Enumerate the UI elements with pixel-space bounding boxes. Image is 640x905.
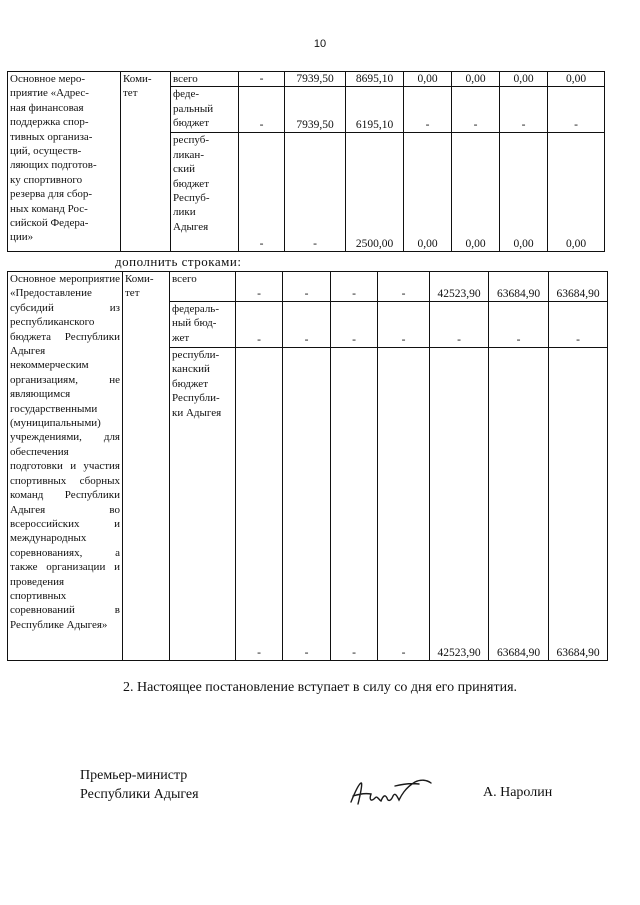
- value-cell: -: [283, 272, 331, 302]
- value-cell: -: [548, 87, 605, 133]
- value-cell: -: [236, 302, 283, 348]
- value-cell: -: [283, 348, 331, 661]
- signatory-name: А. Наролин: [483, 785, 553, 800]
- value-cell: -: [378, 302, 430, 348]
- value-cell: -: [239, 87, 285, 133]
- value-cell: 42523,90: [430, 272, 489, 302]
- activity-name-cell: [8, 272, 123, 661]
- signatory-title: [80, 766, 199, 804]
- value-cell: 0,00: [500, 133, 548, 252]
- program-table-added: [7, 271, 608, 661]
- executor: Коми- тет: [125, 273, 154, 300]
- funding-source: респуб- ликан- ский бюджет Респуб- лики Адыгея: [171, 133, 239, 252]
- executor-cell: [121, 72, 171, 252]
- value-cell: -: [285, 133, 346, 252]
- value-cell: 63684,90: [489, 348, 549, 661]
- funding-source: федераль- ный бюд- жет: [170, 302, 236, 348]
- activity-name-cell: [8, 72, 121, 252]
- value-cell: 42523,90: [430, 348, 489, 661]
- value-cell: 0,00: [548, 72, 605, 87]
- value-cell: -: [331, 272, 378, 302]
- signatory-title-line1: Премьер-министр: [80, 768, 188, 783]
- value-cell: -: [430, 302, 489, 348]
- value-cell: -: [331, 302, 378, 348]
- program-table-existing: [7, 71, 605, 252]
- executor-cell: [123, 272, 170, 661]
- activity-name: Основное меро- приятие «Адрес- ная финансовая поддержка спор- тивных организа- ций, осуществ- ляющих подготов- ку спортивного резерва для сбор- ных команд Рос- сийской Федера- ции»: [10, 73, 97, 244]
- value-cell: -: [500, 87, 548, 133]
- value-cell: -: [489, 302, 549, 348]
- value-cell: 63684,90: [549, 272, 608, 302]
- value-cell: 6195,10: [346, 87, 404, 133]
- funding-source: всего: [171, 72, 239, 87]
- value-cell: 0,00: [404, 72, 452, 87]
- value-cell: 7939,50: [285, 72, 346, 87]
- value-cell: 63684,90: [549, 348, 608, 661]
- handwritten-signature: [345, 774, 435, 814]
- value-cell: 0,00: [452, 72, 500, 87]
- page-number: 10: [313, 38, 327, 50]
- value-cell: -: [331, 348, 378, 661]
- value-cell: 0,00: [404, 133, 452, 252]
- value-cell: 63684,90: [489, 272, 549, 302]
- value-cell: -: [378, 272, 430, 302]
- effective-clause: 2. Настоящее постановление вступает в силу со дня его принятия.: [122, 680, 518, 695]
- signatory-title-line2: Республики Адыгея: [80, 787, 199, 802]
- value-cell: 7939,50: [285, 87, 346, 133]
- funding-source: республи- канский бюджет Республи- ки Адыгея: [170, 348, 236, 661]
- add-rows-instruction: дополнить строками:: [115, 254, 242, 269]
- value-cell: -: [239, 133, 285, 252]
- funding-source: феде- ральный бюджет: [171, 87, 239, 133]
- value-cell: -: [378, 348, 430, 661]
- activity-name: Основное мероприятие «Предоставление субсидий из республиканского бюджета Республики Адыгея некоммерческим организациям, не являющимся государственными (муниципальными) учреждениями, для обеспечения подготовки и участия спортивных сборных команд Республики Адыгея во всероссийских и международных соревнованиях, а также организации и проведения спортивных соревнований в Республике Адыгея»: [10, 273, 120, 631]
- value-cell: -: [236, 272, 283, 302]
- funding-source: всего: [170, 272, 236, 302]
- value-cell: -: [236, 348, 283, 661]
- value-cell: 2500,00: [346, 133, 404, 252]
- executor: Коми- тет: [123, 73, 152, 100]
- value-cell: -: [452, 87, 500, 133]
- value-cell: -: [239, 72, 285, 87]
- value-cell: -: [549, 302, 608, 348]
- value-cell: 0,00: [452, 133, 500, 252]
- value-cell: 0,00: [500, 72, 548, 87]
- value-cell: -: [404, 87, 452, 133]
- value-cell: 8695,10: [346, 72, 404, 87]
- value-cell: 0,00: [548, 133, 605, 252]
- value-cell: -: [283, 302, 331, 348]
